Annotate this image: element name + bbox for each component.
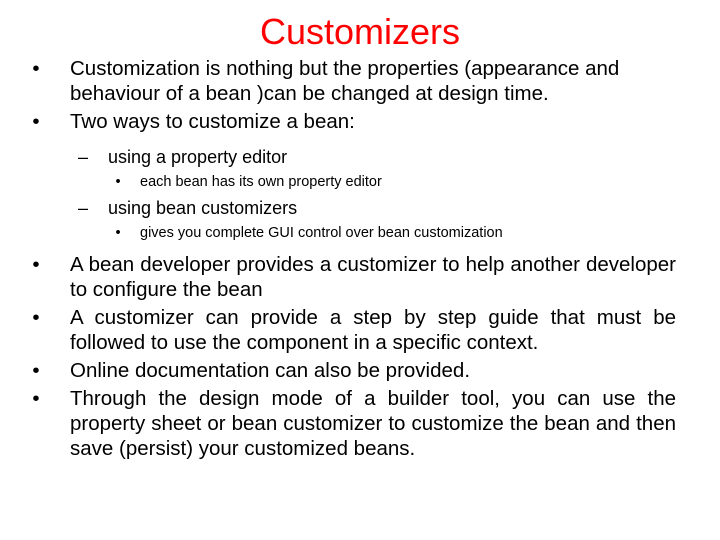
bullet-icon: • [32,306,40,329]
bullet-icon: • [32,110,40,133]
bullet-icon: • [32,359,40,382]
bullet-text: Through the design mode of a builder tool, you can use the property sheet or bean customizer to customize the bean and then save (persist) your customized beans. [70,387,676,460]
bullet-icon: • [32,253,40,276]
bullet-item [26,109,676,134]
dash-icon: – [77,147,88,167]
bullet-item [26,305,676,355]
bullet-list [26,56,676,461]
bullet-icon: • [32,57,40,80]
bullet-item [26,252,676,302]
sub-bullet-text: using a property editor [108,147,288,167]
sub-bullet-text: using bean customizers [108,198,298,218]
bullet-text: Customization is nothing but the properties (appearance and behaviour of a bean )can be changed at design time. [70,57,620,105]
sub-bullet-item [26,197,676,219]
bullet-item [26,358,676,383]
bullet-item [26,386,676,461]
bullet-icon: • [32,387,40,410]
sub-bullet-item [26,146,676,168]
bullet-icon: • [115,174,121,190]
bullet-text: Online documentation can also be provided. [70,359,471,382]
bullet-icon: • [115,225,121,241]
bullet-text: Two ways to customize a bean: [70,110,355,133]
bullet-item [26,56,676,106]
slide-title: Customizers [259,11,461,52]
sub-sub-bullet-item [26,173,676,191]
bullet-text: A customizer can provide a step by step guide that must be followed to use the component in a specific context. [70,306,676,354]
sub-sub-bullet-item [26,224,676,242]
sub-sub-bullet-text: gives you complete GUI control over bean customization [140,225,503,241]
bullet-text: A bean developer provides a customizer to help another developer to configure the bean [70,253,676,301]
dash-icon: – [77,198,88,218]
sub-sub-bullet-text: each bean has its own property editor [140,174,382,190]
